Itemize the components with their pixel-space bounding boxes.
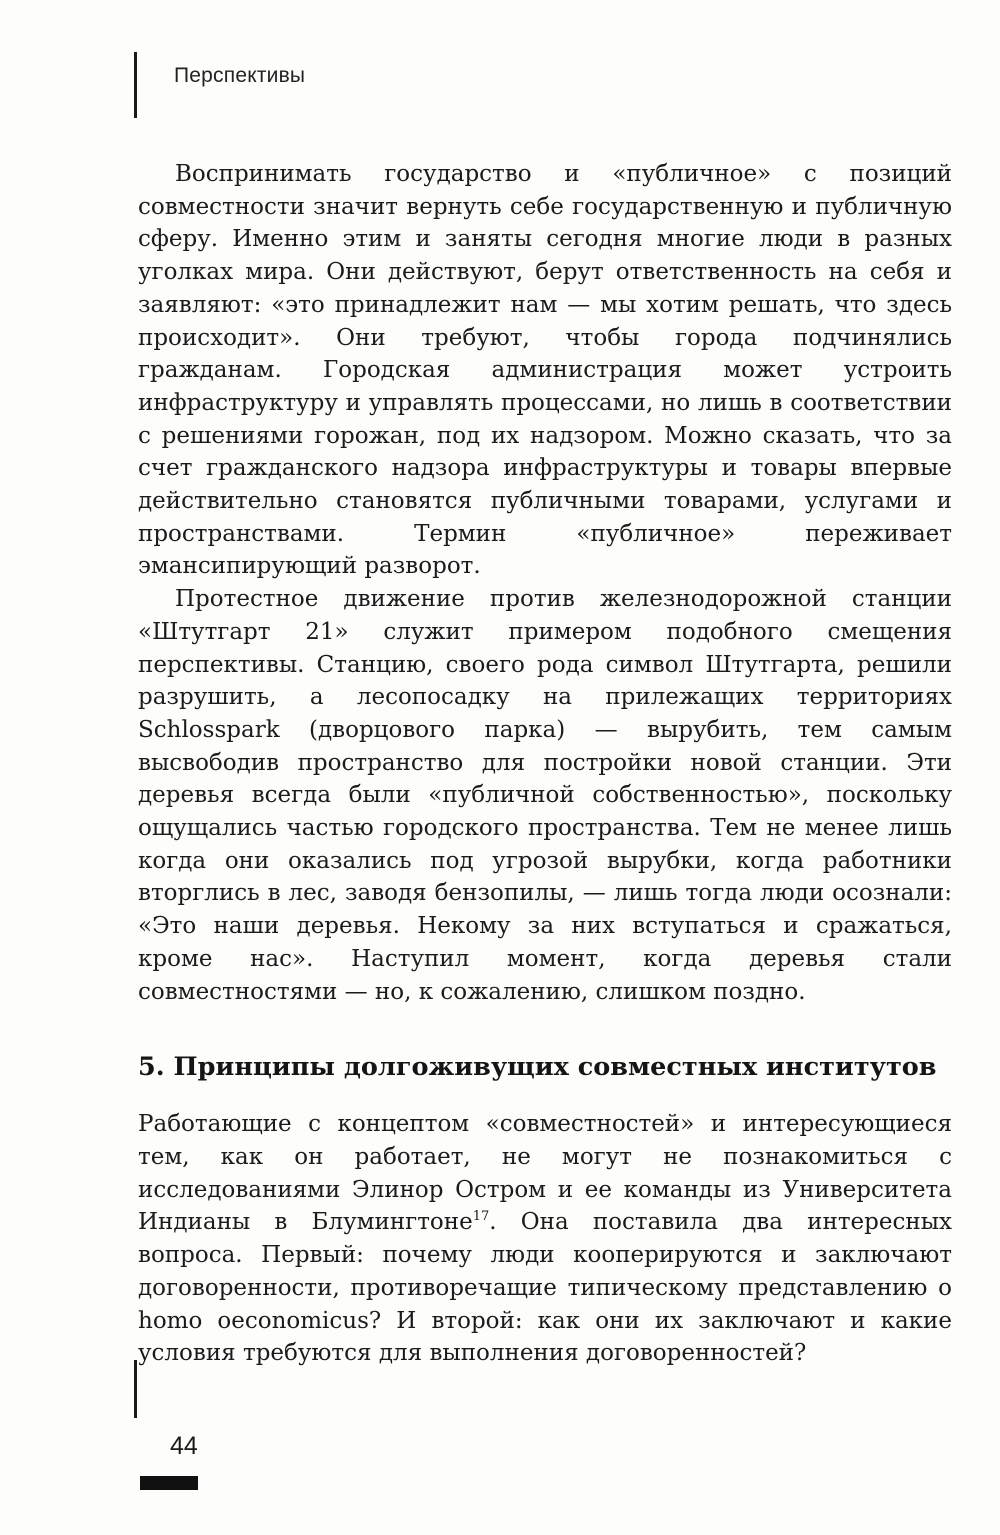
bottom-margin-rule	[134, 1360, 137, 1418]
page-number-bar	[140, 1476, 198, 1490]
running-head: Перспективы	[174, 64, 306, 87]
paragraph-2: Протестное движение против железнодорожной станции «Штутгарт 21» служит примером подобного смещения перспективы. Станцию, своего рода символ Штутгарта, решили разрушить, а лесопосадку на прилежащих территориях Schlosspark (дворцового парка) — вырубить, тем самым высвободив пространство для постройки новой станции. Эти деревья всегда были «публичной собственностью», поскольку ощущались частью городского пространства. Тем не менее лишь когда они оказались под угрозой вырубки, когда работники вторглись в лес, заводя бензопилы, — лишь тогда люди осознали: «Это наши деревья. Некому за них вступаться и сражаться, кроме нас». Наступил момент, когда деревья стали совместностями — но, к сожалению, слишком поздно.	[138, 586, 952, 1005]
paragraph-1: Воспринимать государство и «публичное» с позиций совместности значит вернуть себе государственную и публичную сферу. Именно этим и заняты сегодня многие люди в разных уголках мира. Они действуют, берут ответственность на себя и заявляют: «это принадлежит нам — мы хотим решать, что здесь происходит». Они требуют, чтобы города подчинялись гражданам. Городская администрация может устроить инфраструктуру и управлять процессами, но лишь в соответствии с решениями горожан, под их надзором. Можно сказать, что за счет гражданского надзора инфраструктуры и товары впервые действительно становятся публичными товарами, услугами и пространствами. Термин «публичное» переживает эмансипирующий разворот.	[138, 161, 952, 580]
footnote-reference[interactable]: 17	[472, 1209, 490, 1225]
section-paragraph	[138, 1108, 952, 1370]
section-heading: 5. Принципы долгоживущих совместных институтов	[138, 1052, 937, 1083]
section-paragraph-start: Работающие с концептом «совместностей» и интересующиеся тем, как он работает, не могут не познакомиться с исследованиями Элинор Остром и ее команды из Университета Индианы в Блумингтоне	[138, 1111, 952, 1236]
page-number: 44	[170, 1432, 198, 1460]
top-margin-rule	[134, 52, 137, 118]
section-paragraph-end: . Она поставила два интересных вопроса. Первый: почему люди кооперируются и заключают договоренности, противоречащие типическому представлению о homo oeconomicus? И второй: как они их заключают и какие условия требуются для выполнения договоренностей?	[138, 1209, 952, 1367]
main-text-block	[138, 158, 952, 1370]
